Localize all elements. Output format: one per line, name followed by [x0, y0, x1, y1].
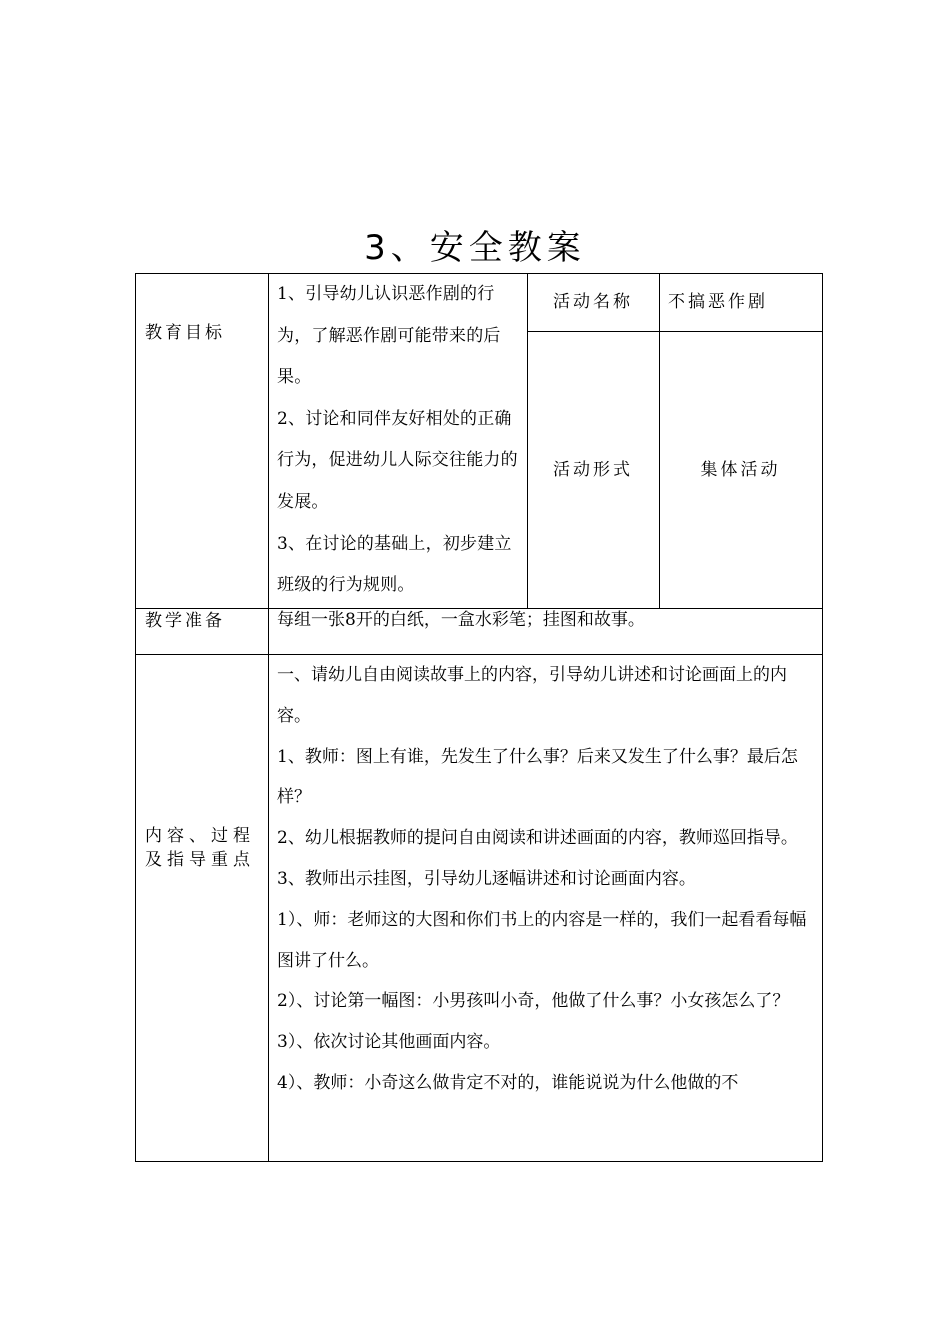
content-label	[145, 824, 261, 872]
content-line: 2、幼儿根据教师的提问自由阅读和讲述画面的内容，教师巡回指导。	[277, 828, 798, 849]
goal-item: 2、讨论和同伴友好相处的正确行为，促进幼儿人际交往能力的发展。	[277, 408, 518, 512]
activity-name-label: 活动名称	[553, 292, 633, 312]
content-line: 2）、讨论第一幅图：小男孩叫小奇，他做了什么事？小女孩怎么了？	[277, 991, 790, 1012]
content-line: 3）、依次讨论其他画面内容。	[277, 1032, 501, 1053]
prep-value: 每组一张8开的白纸，一盒水彩笔；挂图和故事。	[277, 610, 645, 630]
table-border-left	[135, 273, 136, 1162]
content-body	[277, 655, 817, 1104]
activity-form-value: 集体活动	[700, 460, 781, 480]
content-label-line: 及指导重点	[145, 850, 255, 870]
prep-label: 教学准备	[145, 611, 225, 631]
content-line: 4）、教师：小奇这么做肯定不对的，谁能说说为什么他做的不	[277, 1072, 739, 1093]
goal-item: 1、引导幼儿认识恶作剧的行为，了解恶作剧可能带来的后果。	[277, 284, 501, 388]
table-divider-activity-column	[659, 273, 660, 609]
table-divider-activity	[527, 331, 823, 332]
table-divider-goal-column	[527, 273, 528, 609]
table-border-right	[822, 273, 823, 1162]
page-title: 3、安全教案	[364, 228, 586, 268]
activity-name-value: 不搞恶作剧	[668, 292, 768, 312]
goal-list	[277, 274, 521, 607]
content-line: 1、教师：图上有谁，先发生了什么事？后来又发生了什么事？最后怎样？	[277, 746, 798, 808]
content-line: 一、请幼儿自由阅读故事上的内容，引导幼儿讲述和讨论画面上的内容。	[277, 665, 787, 726]
goal-label: 教育目标	[145, 323, 225, 343]
goal-item: 3、在讨论的基础上，初步建立班级的行为规则。	[277, 533, 512, 596]
content-line: 3、教师出示挂图，引导幼儿逐幅讲述和讨论画面内容。	[277, 868, 696, 889]
table-divider-label-column	[268, 273, 269, 1162]
table-border-bottom	[135, 1161, 823, 1162]
activity-form-label: 活动形式	[553, 460, 633, 480]
content-label-line: 内容、过程	[145, 826, 255, 846]
content-line: 1）、师：老师这的大图和你们书上的内容是一样的，我们一起看看每幅图讲了什么。	[277, 909, 807, 971]
